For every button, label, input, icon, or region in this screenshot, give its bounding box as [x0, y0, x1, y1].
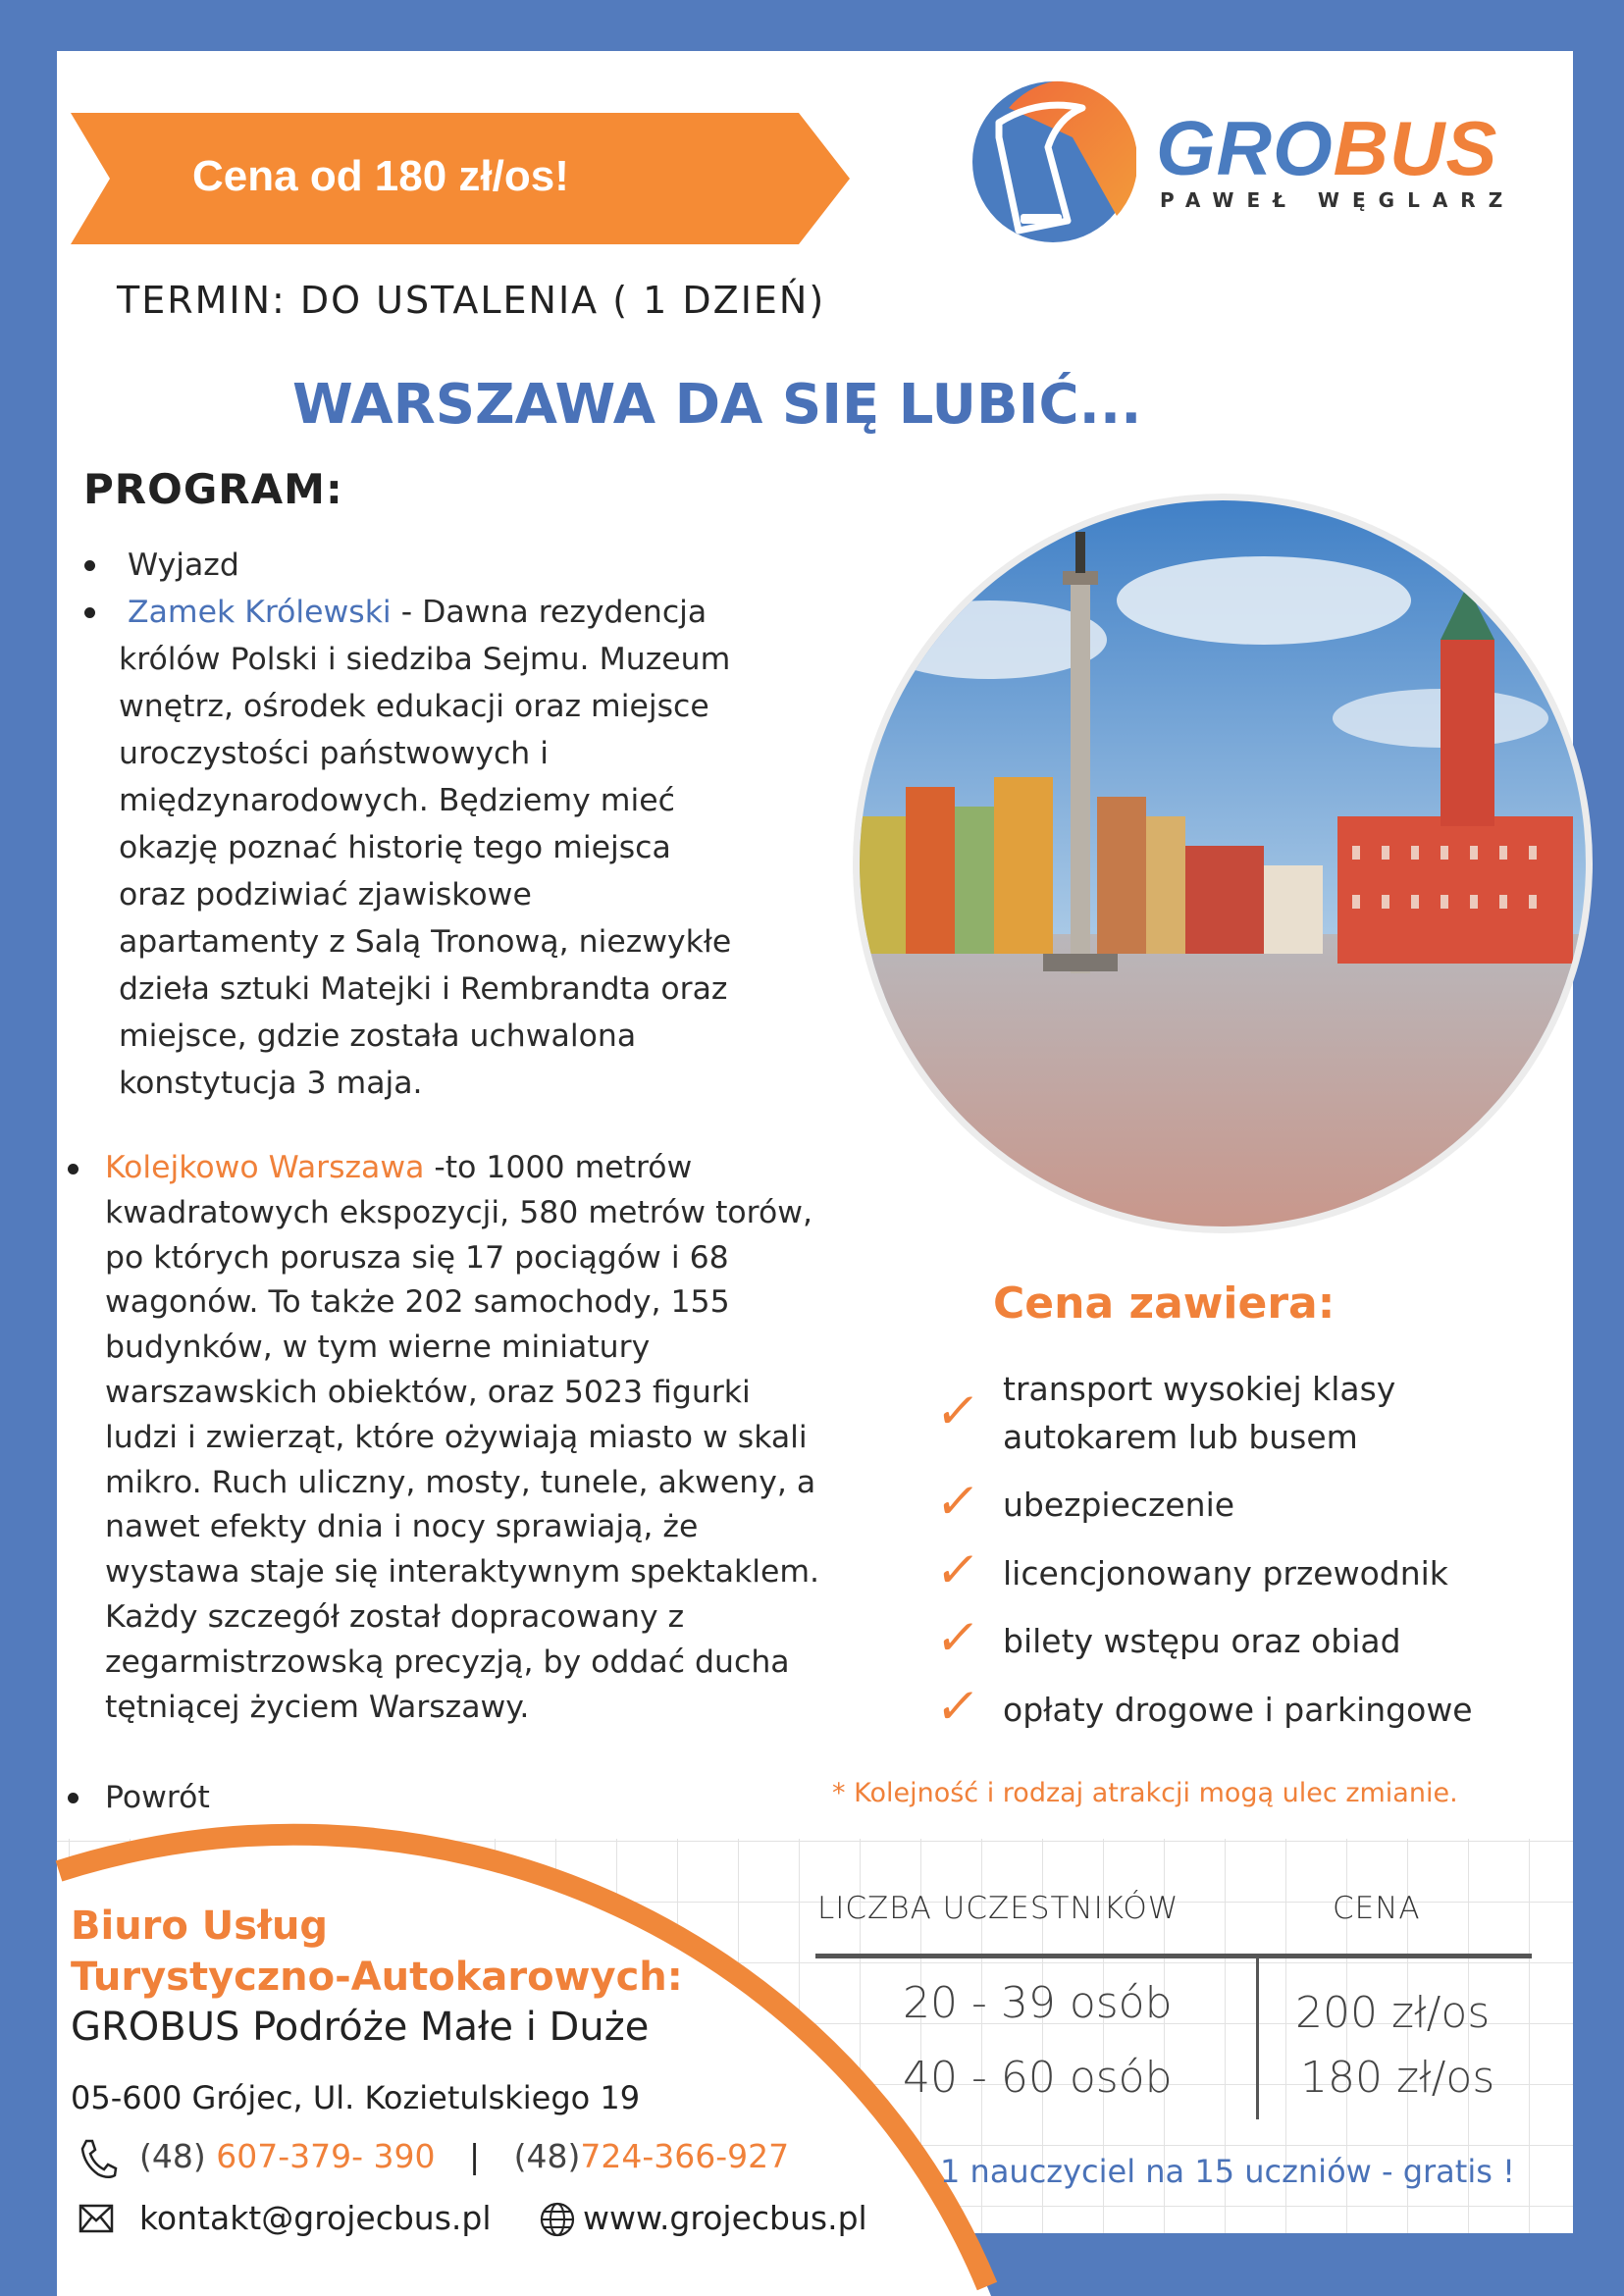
includes-item [1003, 1617, 1401, 1665]
bullet-icon [68, 1793, 79, 1803]
includes-item-text: licencjonowany przewodnik [1003, 1554, 1448, 1592]
kolejkowo-description-line: zegarmistrzowską precyzją, by oddać ducha [105, 1644, 790, 1680]
checkmark-icon: ✓ [931, 1541, 984, 1598]
kolejkowo-description-line: wystawa staje się interaktywnym spektaklem. [105, 1554, 820, 1591]
program-item-kolejkowo-line [105, 1146, 692, 1191]
checkmark-icon: ✓ [931, 1383, 984, 1439]
checkmark-icon: ✓ [931, 1678, 984, 1735]
logo-subtitle: PAWEŁ WĘGLARZ [1160, 188, 1516, 212]
globe-icon [539, 2201, 576, 2238]
bullet-icon [84, 560, 95, 571]
website-link[interactable]: www.grojecbus.pl [583, 2199, 867, 2237]
program-heading: PROGRAM: [83, 465, 343, 513]
contact-line2: Turystyczno-Autokarowych: [71, 1955, 683, 2000]
logo-bus: BUS [1333, 105, 1498, 191]
includes-item [1003, 1481, 1234, 1529]
teacher-bonus: 1 nauczyciel na 15 uczniów - gratis ! [940, 2153, 1515, 2190]
castle-description-line: konstytucja 3 maja. [119, 1066, 423, 1101]
includes-item [1003, 1365, 1395, 1461]
castle-description-line: międzynarodowych. Będziemy mieć [119, 783, 675, 818]
program-item-return: Powrót [105, 1780, 210, 1815]
castle-link[interactable]: Zamek Królewski [128, 595, 392, 630]
table-header-price: CENA [1333, 1891, 1421, 1926]
kolejkowo-description-line: mikro. Ruch uliczny, mosty, tunele, akweny, a [105, 1464, 816, 1500]
contact-line1: Biuro Usług [71, 1904, 329, 1949]
phone2-link[interactable]: 724-366-927 [580, 2137, 790, 2175]
kolejkowo-text: -to 1000 metrów [424, 1150, 693, 1185]
kolejkowo-description-line: kwadratowych ekspozycji, 580 metrów torów, [105, 1194, 812, 1230]
phone1-prefix: (48) [139, 2137, 206, 2175]
page-title: WARSZAWA DA SIĘ LUBIĆ... [292, 373, 1142, 437]
table-divider [815, 1954, 1532, 1958]
logo-wordmark [1156, 104, 1497, 193]
change-note: * Kolejność i rodzaj atrakcji mogą ulec zmianie. [832, 1778, 1458, 1808]
row1-participants: 20 - 39 osób [903, 1978, 1173, 2028]
address: 05-600 Grójec, Ul. Kozietulskiego 19 [71, 2079, 641, 2116]
envelope-icon [79, 2204, 114, 2233]
phone-separator: | [469, 2137, 481, 2175]
kolejkowo-description-line: ludzi i zwierząt, które ożywiają miasto w skali [105, 1419, 808, 1455]
date-info: TERMIN: DO USTALENIA ( 1 DZIEŃ) [117, 279, 826, 322]
castle-description-line: miejsce, gdzie została uchwalona [119, 1018, 637, 1054]
kolejkowo-description-line: nawet efekty dnia i nocy sprawiają, że [105, 1509, 699, 1545]
castle-description-line: okazję poznać historię tego miejsca [119, 830, 671, 865]
price-banner-text: Cena od 180 zł/os! [192, 152, 569, 200]
castle-description-line: apartamenty z Salą Tronową, niezwykłe [119, 924, 732, 960]
phone1-link[interactable]: 607-379- 390 [216, 2137, 436, 2175]
includes-item [1003, 1549, 1448, 1597]
grobus-logo-icon [969, 78, 1136, 245]
row2-participants: 40 - 60 osób [903, 2053, 1173, 2103]
castle-description-line: oraz podziwiać zjawiskowe [119, 877, 532, 913]
email-link[interactable]: kontakt@grojecbus.pl [139, 2199, 492, 2237]
checkmark-icon: ✓ [931, 1473, 984, 1530]
kolejkowo-description-line: warszawskich obiektów, oraz 5023 figurki [105, 1375, 751, 1410]
kolejkowo-description-line: tętniącej życiem Warszawy. [105, 1689, 530, 1725]
includes-item-text: ubezpieczenie [1003, 1486, 1235, 1524]
program-item-castle-line [128, 589, 707, 636]
program-item-departure: Wyjazd [128, 548, 239, 583]
row1-price: 200 zł/os [1295, 1988, 1491, 2038]
castle-description-line: królów Polski i siedziba Sejmu. Muzeum [119, 642, 731, 677]
logo-gro: GRO [1156, 105, 1334, 191]
checkmark-icon: ✓ [931, 1609, 984, 1666]
warsaw-old-town-photo [852, 493, 1594, 1234]
phone-row [139, 2137, 789, 2175]
includes-heading: Cena zawiera: [993, 1278, 1336, 1329]
kolejkowo-description-line: Każdy szczegół został dopracowany z [105, 1599, 685, 1635]
includes-item-text: transport wysokiej klasy [1003, 1370, 1396, 1408]
table-header-participants: LICZBA UCZESTNIKÓW [817, 1891, 1179, 1926]
company-name: GROBUS Podróże Małe i Duże [71, 2005, 650, 2050]
castle-description-line: wnętrz, ośrodek edukacji oraz miejsce [119, 689, 709, 724]
phone2-prefix: (48) [513, 2137, 581, 2175]
includes-item-text: autokarem lub busem [1003, 1418, 1358, 1456]
includes-item-text: opłaty drogowe i parkingowe [1003, 1691, 1473, 1729]
phone-icon [79, 2137, 118, 2180]
kolejkowo-description-line: wagonów. To także 202 samochody, 155 [105, 1284, 730, 1321]
includes-item [1003, 1686, 1473, 1734]
castle-description-line: dzieła sztuki Matejki i Rembrandta oraz [119, 971, 728, 1007]
kolejkowo-link[interactable]: Kolejkowo Warszawa [105, 1150, 425, 1185]
table-column-divider [1256, 1956, 1259, 2119]
bullet-icon [84, 607, 95, 618]
kolejkowo-description-line: po których porusza się 17 pociągów i 68 [105, 1239, 729, 1276]
castle-description-line: uroczystości państwowych i [119, 736, 550, 771]
row2-price: 180 zł/os [1300, 2053, 1495, 2103]
kolejkowo-description-line: budynków, w tym wierne miniatury [105, 1330, 651, 1366]
bullet-icon [68, 1164, 79, 1174]
includes-item-text: bilety wstępu oraz obiad [1003, 1622, 1401, 1660]
castle-text: - Dawna rezydencja [391, 595, 707, 630]
